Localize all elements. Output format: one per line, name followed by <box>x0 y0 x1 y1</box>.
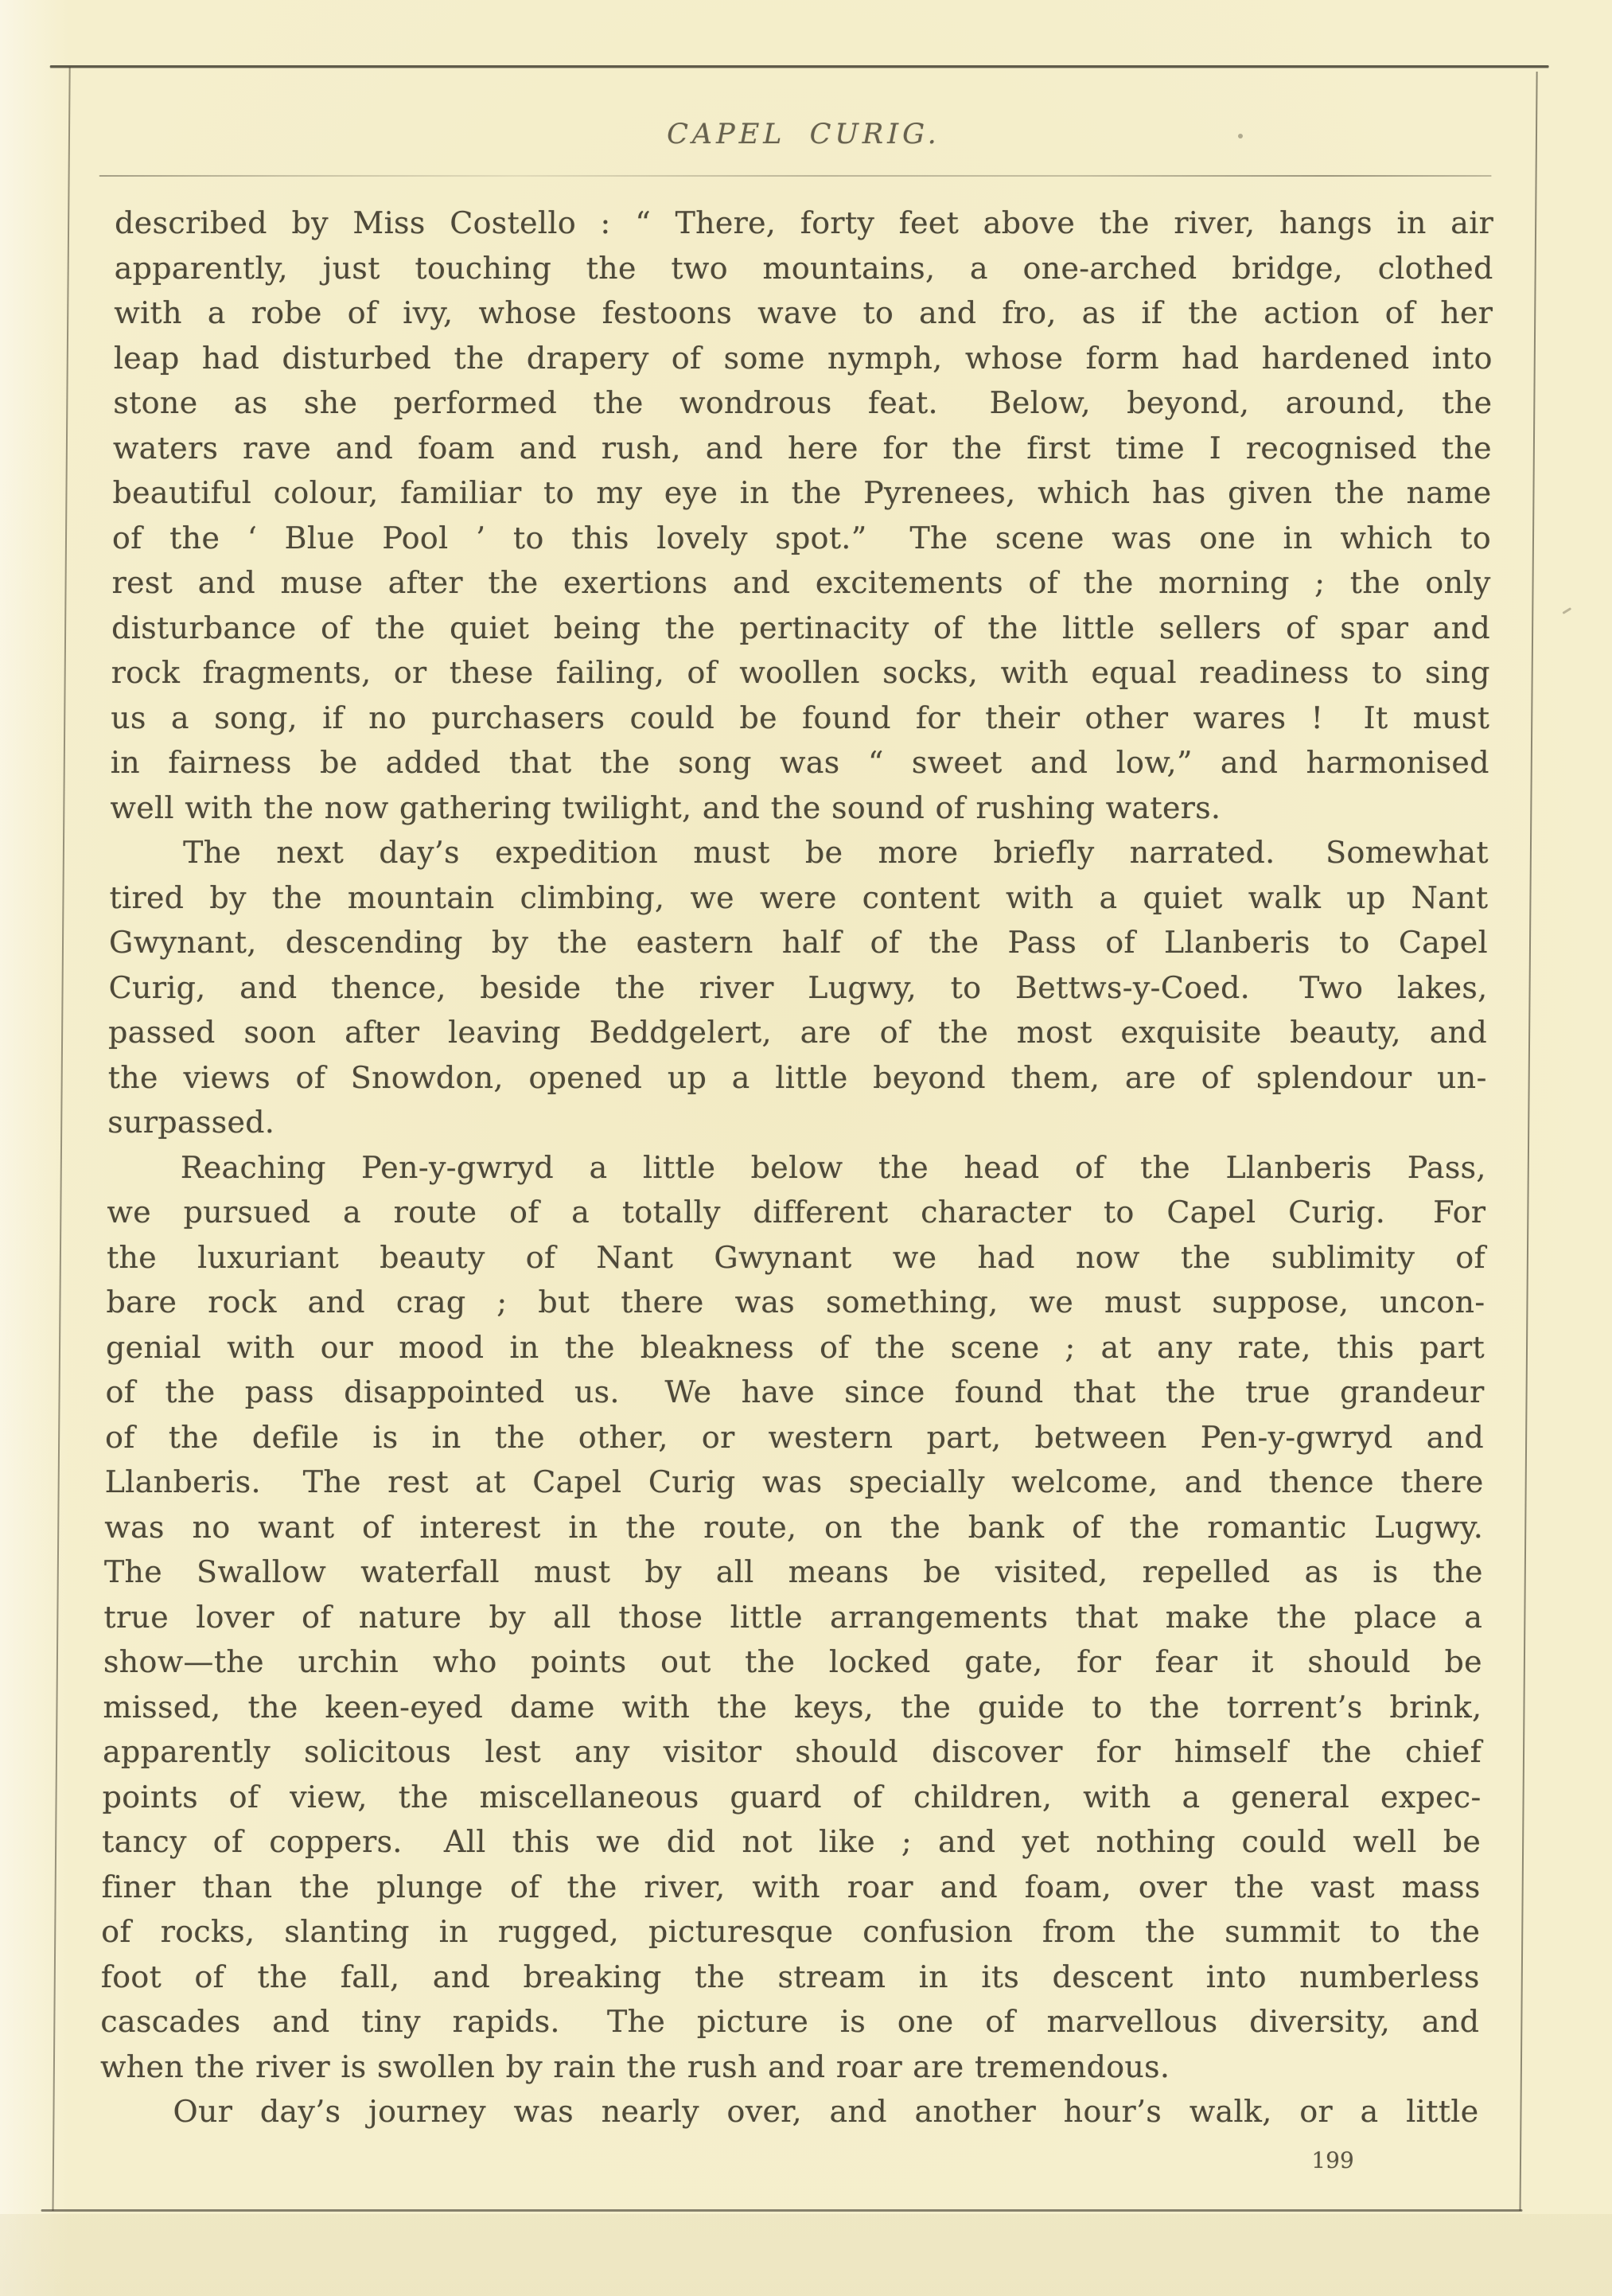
page-border-right <box>1520 72 1538 2211</box>
text-line: Curig, and thence, beside the river Lugwy, to Bettws-y-Coed. Two lakes, <box>108 969 1488 1005</box>
text-line: leap had disturbed the drapery of some nymph, whose form had hardened into <box>113 340 1493 376</box>
text-line: was no want of interest in the route, on the bank of the romantic Lugwy. <box>104 1509 1484 1545</box>
text-line: surpassed. <box>107 1105 275 1140</box>
text-line: Llanberis. The rest at Capel Curig was specially welcome, and thence there <box>104 1464 1484 1499</box>
text-line: foot of the fall, and breaking the stream in its descent into numberless <box>100 1959 1480 1994</box>
text-line: when the river is swollen by rain the rush and roar are tremendous. <box>99 2048 1170 2084</box>
text-line: tired by the mountain climbing, we were content with a quiet walk up Nant <box>109 879 1489 915</box>
text-line: in fairness be added that the song was “ sweet and low,” and harmonised <box>110 745 1489 780</box>
running-head: CAPEL CURIG. <box>666 119 941 150</box>
text-line: The next day’s expedition must be more briefly narrated. Somewhat <box>182 835 1489 870</box>
text-line: beautiful colour, familiar to my eye in the Pyrenees, which has given the name <box>112 475 1492 510</box>
page-border-top <box>50 65 1549 68</box>
text-line: well with the now gathering twilight, and the sound of rushing waters. <box>110 789 1221 825</box>
text-line: stone as she performed the wondrous feat. Below, beyond, around, the <box>113 385 1493 420</box>
text-line: bare rock and crag ; but there was something, we must suppose, uncon- <box>106 1284 1485 1320</box>
text-line: of rocks, slanting in rugged, picturesque confusion from the summit to the <box>101 1914 1481 1949</box>
ink-speck <box>1238 134 1243 138</box>
text-line: show—the urchin who points out the locked gate, for fear it should be <box>103 1644 1483 1679</box>
scan-bottom-shade <box>0 2214 1612 2296</box>
header-rule <box>99 175 1492 177</box>
text-line: the luxuriant beauty of Nant Gwynant we had now the sublimity of <box>106 1239 1486 1275</box>
text-line: missed, the keen-eyed dame with the keys, the guide to the torrent’s brink, <box>103 1689 1482 1725</box>
text-line: described by Miss Costello : “ There, forty feet above the river, hangs in air <box>114 205 1494 240</box>
text-line: rock fragments, or these failing, of woollen socks, with equal readiness to sing <box>111 655 1490 690</box>
text-line: cascades and tiny rapids. The picture is one of marvellous diversity, and <box>100 2004 1480 2039</box>
page-number: 199 <box>1311 2147 1354 2173</box>
text-line: finer than the plunge of the river, with roar and foam, over the vast mass <box>101 1869 1481 1904</box>
text-line: of the ‘ Blue Pool ’ to this lovely spot.” The scene was one in which to <box>111 520 1492 555</box>
text-line: of the pass disappointed us. We have since found that the true grandeur <box>105 1374 1485 1409</box>
text-line: of the defile is in the other, or western part, between Pen-y-gwryd and <box>104 1419 1485 1455</box>
text-line: Gwynant, descending by the eastern half of the Pass of Llanberis to Capel <box>108 925 1489 960</box>
text-line: apparently solicitous lest any visitor should discover for himself the chief <box>102 1734 1482 1769</box>
text-line: genial with our mood in the bleakness of the scene ; at any rate, this part <box>105 1329 1485 1365</box>
text-line: we pursued a route of a totally different character to Capel Curig. For <box>107 1195 1486 1230</box>
text-line: with a robe of ivy, whose festoons wave to and fro, as if the action of her <box>114 295 1493 330</box>
text-line: us a song, if no purchasers could be found for their other wares ! It must <box>111 700 1490 735</box>
page-border-left <box>53 67 71 2211</box>
text-line: Reaching Pen-y-gwryd a little below the head of the Llanberis Pass, <box>180 1149 1486 1185</box>
text-line: The Swallow waterfall must by all means be visited, repelled as is the <box>103 1554 1483 1589</box>
text-line: the views of Snowdon, opened up a little beyond them, are of splendour un- <box>107 1059 1487 1095</box>
text-line: passed soon after leaving Beddgelert, are of the most exquisite beauty, and <box>107 1015 1488 1050</box>
text-line: tancy of coppers. All this we did not like ; and yet nothing could well be <box>101 1824 1482 1859</box>
page-border-bottom <box>41 2209 1523 2212</box>
text-line: apparently, just touching the two mountains, a one-arched bridge, clothed <box>114 250 1493 286</box>
text-line: Our day’s journey was nearly over, and another hour’s walk, or a little <box>173 2094 1479 2129</box>
text-line: points of view, the miscellaneous guard of children, with a general expec- <box>102 1779 1482 1815</box>
text-line: true lover of nature by all those little arrangements that make the place a <box>103 1599 1483 1635</box>
ink-speck <box>1562 607 1571 614</box>
text-line: rest and muse after the exertions and excitements of the morning ; the only <box>111 565 1491 600</box>
text-line: disturbance of the quiet being the pertinacity of the little sellers of spar and <box>111 610 1491 645</box>
text-line: waters rave and foam and rush, and here for the first time I recognised the <box>112 430 1493 466</box>
text-block <box>99 201 1493 2134</box>
